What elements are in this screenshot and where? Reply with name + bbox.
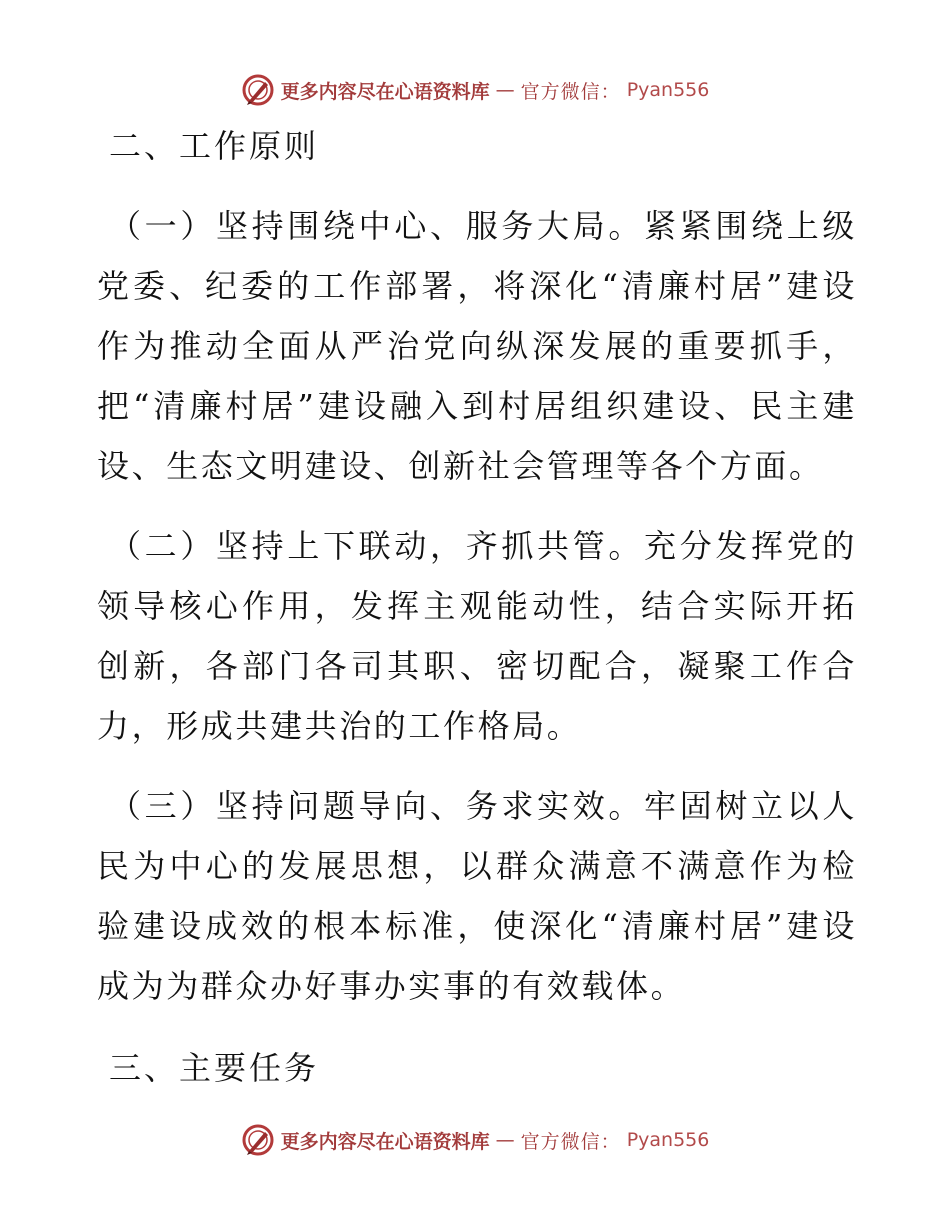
paragraph-principle-three bbox=[97, 776, 857, 1016]
watermark-text: 更多内容尽在心语资料库 bbox=[280, 1130, 490, 1153]
watermark-separator: — bbox=[495, 79, 515, 101]
watermark-contact-label: 官方微信： bbox=[520, 80, 621, 103]
pen-logo-icon bbox=[241, 73, 275, 107]
pen-logo-icon bbox=[241, 1123, 275, 1157]
watermark-footer bbox=[0, 1120, 950, 1160]
watermark-contact-id: Pyan556 bbox=[626, 79, 710, 101]
paragraph-principle-one bbox=[97, 196, 857, 496]
watermark-text: 更多内容尽在心语资料库 bbox=[280, 80, 490, 103]
section-two-title: 二、工作原则 bbox=[109, 127, 320, 165]
paragraph-text: （二）坚持上下联动，齐抓共管。充分发挥党的领导核心作用，发挥主观能动性，结合实际开拓创新，各部门各司其职、密切配合，凝聚工作合力，形成共建共治的工作格局。 bbox=[97, 527, 857, 745]
section-three-title: 三、主要任务 bbox=[109, 1049, 320, 1087]
paragraph-text: （一）坚持围绕中心、服务大局。紧紧围绕上级党委、纪委的工作部署，将深化“清廉村居”建设作为推动全面从严治党向纵深发展的重要抓手，把“清廉村居”建设融入到村居组织建设、民主建设、生态文明建设、创新社会管理等各个方面。 bbox=[97, 207, 857, 485]
paragraph-text: （三）坚持问题导向、务求实效。牢固树立以人民为中心的发展思想，以群众满意不满意作为检验建设成效的根本标准，使深化“清廉村居”建设成为为群众办好事办实事的有效载体。 bbox=[97, 787, 857, 1005]
paragraph-principle-two bbox=[97, 516, 857, 756]
watermark-separator: — bbox=[495, 1129, 515, 1151]
watermark-contact-id: Pyan556 bbox=[626, 1129, 710, 1151]
watermark-header bbox=[0, 70, 950, 110]
document-body bbox=[97, 116, 857, 1098]
watermark-contact-label: 官方微信： bbox=[520, 1130, 621, 1153]
